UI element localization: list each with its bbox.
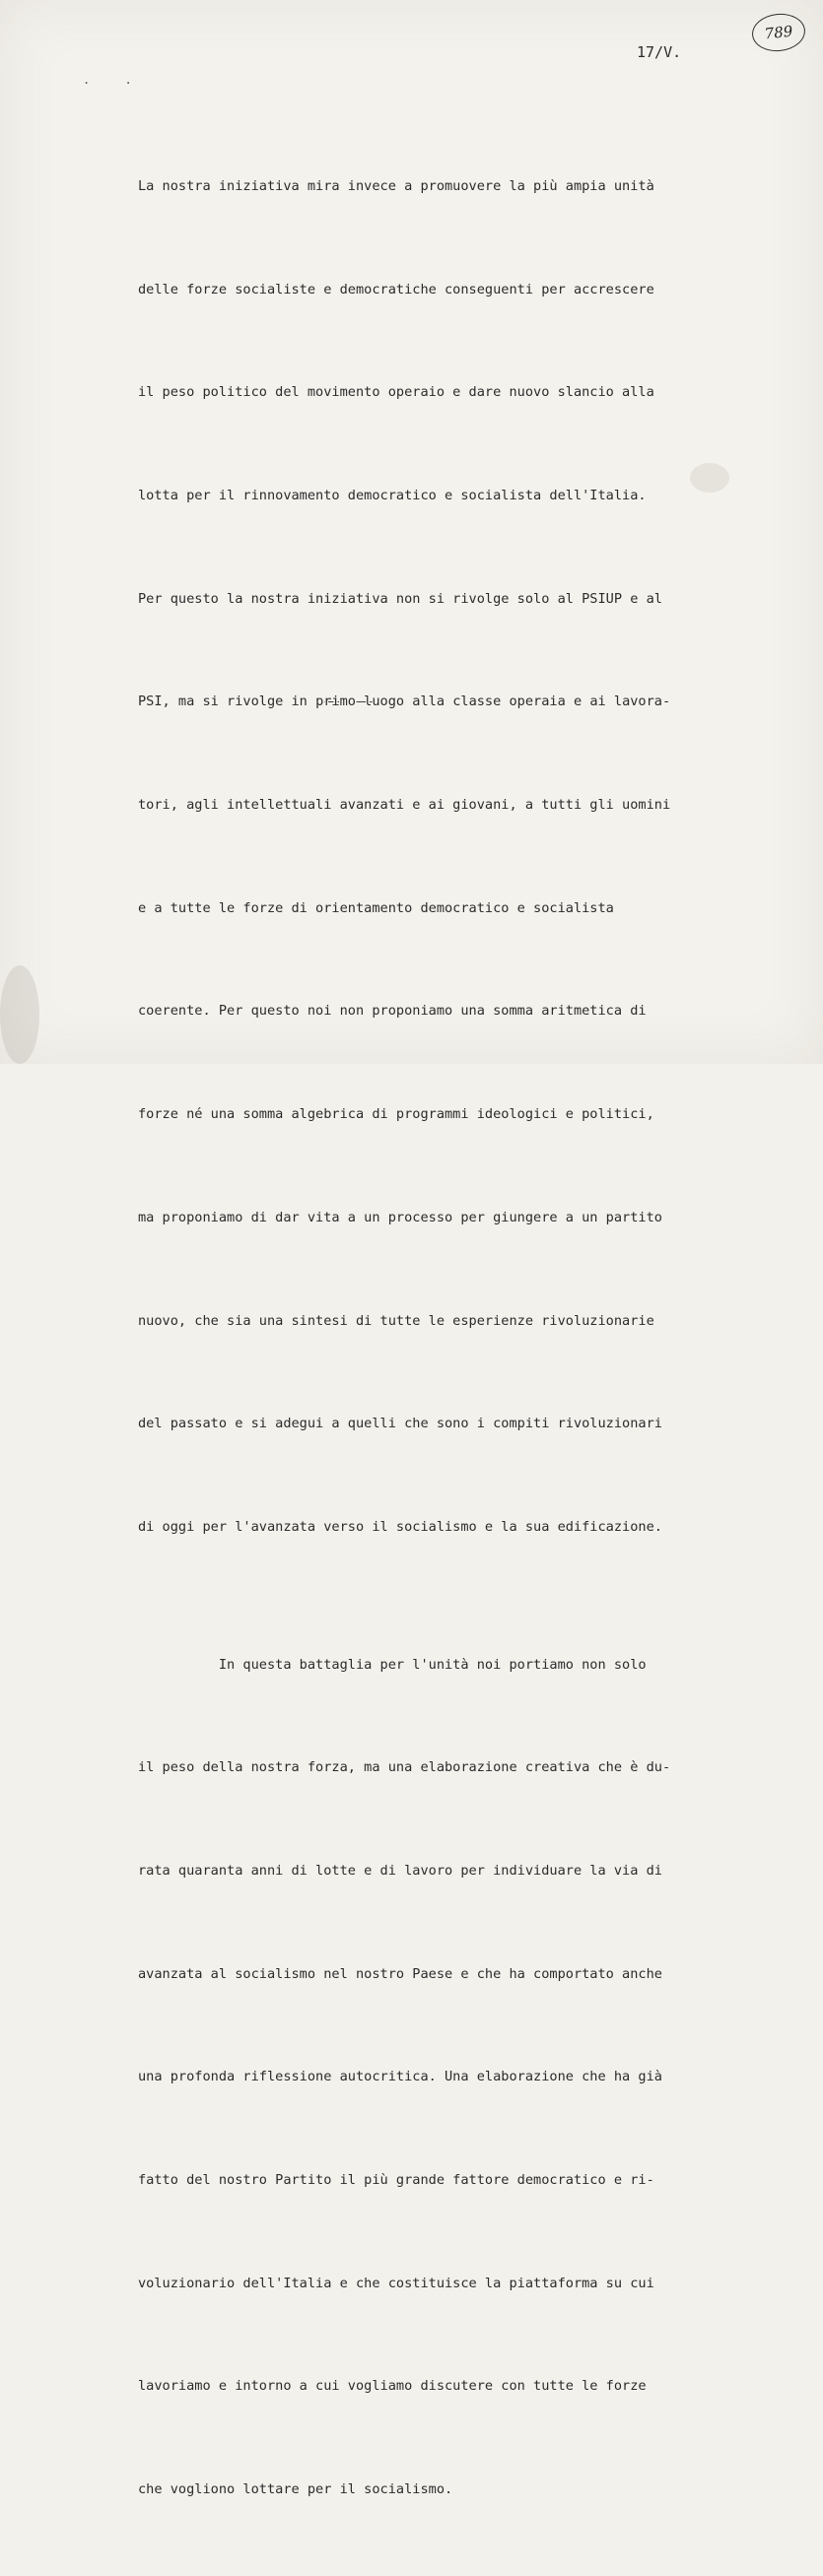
text-line: del passato e si adegui a quelli che sono i compiti rivoluzionari bbox=[138, 1416, 662, 1432]
archive-stamp-number: 789 bbox=[763, 22, 794, 43]
text-segment: alla classe operaia e ai lavora- bbox=[404, 694, 671, 710]
text-line: rata quaranta anni di lotte e di lavoro per individuare la via di bbox=[138, 1862, 662, 1879]
text-line: il peso della nostra forza, ma una elaborazione creativa che è du- bbox=[138, 1759, 671, 1776]
text-line: Per questo la nostra iniziativa non si rivolge solo al PSIUP e al bbox=[138, 590, 662, 607]
text-line: forze né una somma algebrica di programmi ideologici e politici, bbox=[138, 1106, 654, 1123]
text-line: delle forze socialiste e democratiche conseguenti per accrescere bbox=[138, 281, 654, 297]
text-line: coerente. Per questo noi non proponiamo una somma aritmetica di bbox=[138, 1003, 647, 1020]
text-line: lotta per il rinnovamento democratico e socialista dell'Italia. bbox=[138, 487, 647, 503]
archive-stamp bbox=[750, 11, 807, 53]
page-number: 17/V. bbox=[637, 43, 682, 61]
text-line: voluzionario dell'Italia e che costituisce la piattaforma su cui bbox=[138, 2275, 654, 2291]
page-header bbox=[0, 0, 823, 99]
text-line-with-underline bbox=[138, 685, 789, 719]
margin-dots: . . bbox=[83, 73, 146, 87]
text-line: avanzata al socialismo nel nostro Paese e che ha comportato anche bbox=[138, 1965, 662, 1982]
text-line: La nostra iniziativa mira invece a promuovere la più ampia unità bbox=[138, 177, 654, 194]
text-line: fatto del nostro Partito il più grande fattore democratico e ri- bbox=[138, 2172, 654, 2189]
text-line: e a tutte le forze di orientamento democratico e socialista bbox=[138, 899, 614, 916]
paper-smudge bbox=[0, 965, 39, 1064]
text-line: lavoriamo e intorno a cui vogliamo discutere con tutte le forze bbox=[138, 2378, 647, 2395]
text-line: tori, agli intellettuali avanzati e ai giovani, a tutti gli uomini bbox=[138, 797, 671, 814]
text-line: il peso politico del movimento operaio e dare nuovo slancio alla bbox=[138, 384, 654, 401]
text-line: ma proponiamo di dar vita a un processo per giungere a un partito bbox=[138, 1209, 662, 1225]
underlined-phrase: primo luogo bbox=[315, 694, 405, 710]
text-line: una profonda riflessione autocritica. Una elaborazione che ha già bbox=[138, 2069, 662, 2085]
text-line: di oggi per l'avanzata verso il socialismo e la sua edificazione. bbox=[138, 1518, 662, 1535]
text-line: In questa battaglia per l'unità noi portiamo non solo bbox=[138, 1656, 647, 1673]
text-segment: PSI, ma si rivolge in bbox=[138, 694, 316, 710]
text-line: nuovo, che sia una sintesi di tutte le esperienze rivoluzionarie bbox=[138, 1312, 654, 1329]
typed-body-text bbox=[138, 100, 789, 2576]
text-line: che vogliono lottare per il socialismo. bbox=[138, 2481, 453, 2498]
